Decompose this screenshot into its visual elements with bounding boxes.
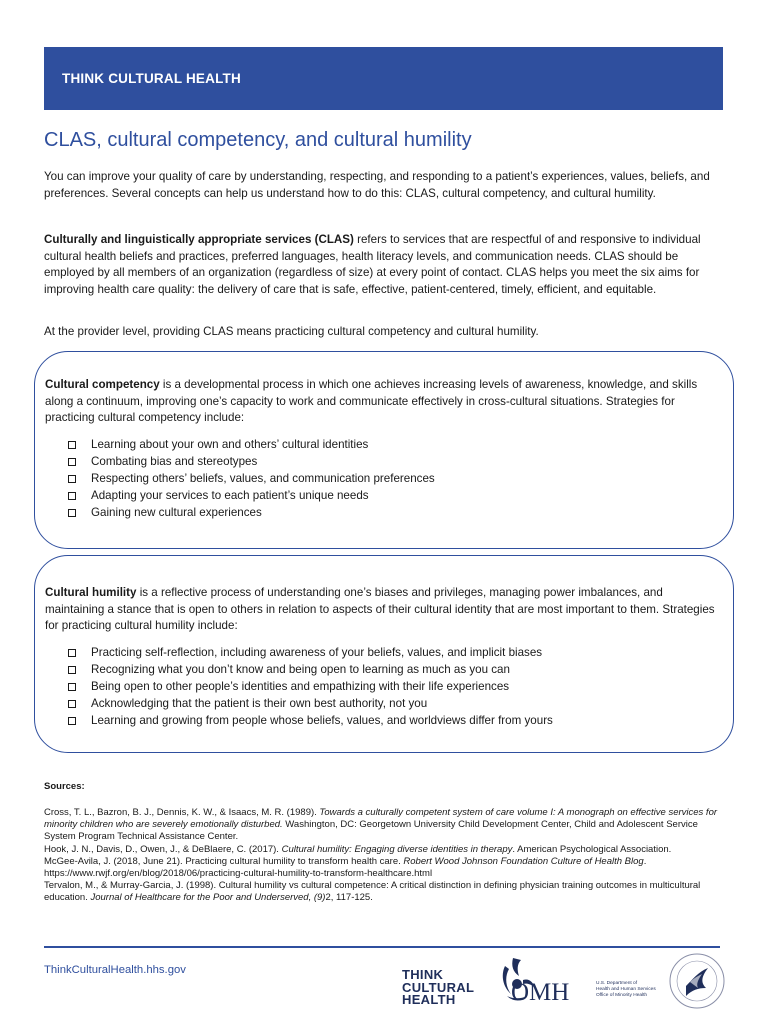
cultural-competency-box <box>34 351 734 549</box>
humility-strategy-item: Being open to other people’s identities and empathizing with their life experiences <box>68 679 553 696</box>
cultural-humility-box <box>34 555 734 753</box>
checkbox-icon <box>68 509 76 517</box>
hhs-seal-icon <box>668 952 726 1010</box>
source-reference: Hook, J. N., Davis, D., Owen, J., & DeBlaere, C. (2017). Cultural humility: Engaging diverse identities in therapy. American Psychological Association. <box>44 843 672 855</box>
competency-text: is a developmental process in which one achieves increasing levels of awareness, knowledge, and skills along a continuum, improving one’s capacity to work and communicate effectively in cross-cultural situations. Strategies for practicing cultural competency include: <box>45 378 698 424</box>
humility-paragraph <box>45 585 725 635</box>
sources-list <box>44 807 729 905</box>
checkbox-icon <box>68 683 76 691</box>
competency-strategy-item: Adapting your services to each patient’s unique needs <box>68 488 435 505</box>
checkbox-icon <box>68 666 76 674</box>
checkbox-icon <box>68 475 76 483</box>
clas-term: Culturally and linguistically appropriate services (CLAS) <box>44 233 354 246</box>
svg-text:U.S. Department of: U.S. Department of <box>596 981 638 986</box>
humility-text: is a reflective process of understanding one’s biases and privileges, managing power imbalances, and maintaining a stance that is open to others in relation to aspects of their cultural identity that are most important to them. Strategies for practicing cultural humility include: <box>45 586 715 632</box>
competency-strategy-list <box>68 437 435 522</box>
footer-divider <box>44 946 720 948</box>
sources-heading: Sources: <box>44 781 85 792</box>
provider-level-paragraph: At the provider level, providing CLAS means practicing cultural competency and cultural humility. <box>44 325 539 338</box>
humility-strategy-item: Acknowledging that the patient is their own best authority, not you <box>68 696 553 713</box>
humility-term: Cultural humility <box>45 586 137 599</box>
omh-logo <box>497 956 656 1006</box>
intro-paragraph: You can improve your quality of care by understanding, respecting, and responding to a patient’s experiences, values, beliefs, and preferences. Several concepts can help us understand how to do this: CLAS, cultural competency, and cultural humility. <box>44 170 710 200</box>
checkbox-icon <box>68 441 76 449</box>
competency-strategy-item: Combating bias and stereotypes <box>68 454 435 471</box>
checkbox-icon <box>68 492 76 500</box>
checkbox-icon <box>68 700 76 708</box>
humility-strategy-item: Learning and growing from people whose beliefs, values, and worldviews differ from yours <box>68 713 553 730</box>
think-cultural-health-logo: THINK CULTURAL HEALTH <box>402 967 475 1007</box>
svg-text:Health and Human Services: Health and Human Services <box>596 987 656 992</box>
clas-text: refers to services that are respectful of and responsive to individual cultural health beliefs and practices, preferred languages, health literacy levels, and communication needs. CLAS should be employed by all members of an organization (regardless of size) at every point of contact. CLAS helps you meet the six aims for improving health care quality: the delivery of care that is safe, effective, patient-centered, timely, efficient, and equitable. <box>44 233 701 296</box>
header-title: THINK CULTURAL HEALTH <box>62 71 241 86</box>
svg-text:Office of Minority Health: Office of Minority Health <box>596 993 648 998</box>
humility-strategy-item: Practicing self-reflection, including awareness of your beliefs, values, and implicit biases <box>68 645 553 662</box>
competency-strategy-item: Respecting others’ beliefs, values, and communication preferences <box>68 471 435 488</box>
source-reference: McGee-Avila, J. (2018, June 21). Practicing cultural humility to transform health care. Robert Wood Johnson Foundation Culture of Health Blog. https://www.rwjf.org/en/blog/2018/06/practicing-cultural-humility-to-transform-healthcare.html <box>44 855 647 880</box>
checkbox-icon <box>68 649 76 657</box>
checkbox-icon <box>68 458 76 466</box>
source-reference: Cross, T. L., Bazron, B. J., Dennis, K. W., & Isaacs, M. R. (1989). Towards a culturally competent system of care volume I: A monograph on effective services for minority children who are severely emotionally disturbed. Washington, DC: Georgetown University Child Development Center, Child and Adolescent Service System Program Technical Assistance Center. <box>44 807 718 843</box>
competency-paragraph <box>45 377 725 427</box>
humility-strategy-item: Recognizing what you don’t know and being open to learning as much as you can <box>68 662 553 679</box>
humility-strategy-list <box>68 645 553 730</box>
source-reference: Tervalon, M., & Murray-Garcia, J. (1998). Cultural humility vs cultural competence: A critical distinction in defining physician training outcomes in multicultural education. Journal of Healthcare for the Poor and Underserved, (9)2, 117-125. <box>44 880 701 904</box>
competency-strategy-item: Gaining new cultural experiences <box>68 505 435 522</box>
footer-website-link[interactable]: ThinkCulturalHealth.hhs.gov <box>44 964 186 976</box>
checkbox-icon <box>68 717 76 725</box>
page-title: CLAS, cultural competency, and cultural humility <box>44 129 472 151</box>
competency-term: Cultural competency <box>45 378 160 391</box>
clas-paragraph <box>44 232 724 298</box>
header-banner <box>44 47 723 110</box>
svg-text:OMH: OMH <box>511 979 570 1006</box>
competency-strategy-item: Learning about your own and others’ cultural identities <box>68 437 435 454</box>
